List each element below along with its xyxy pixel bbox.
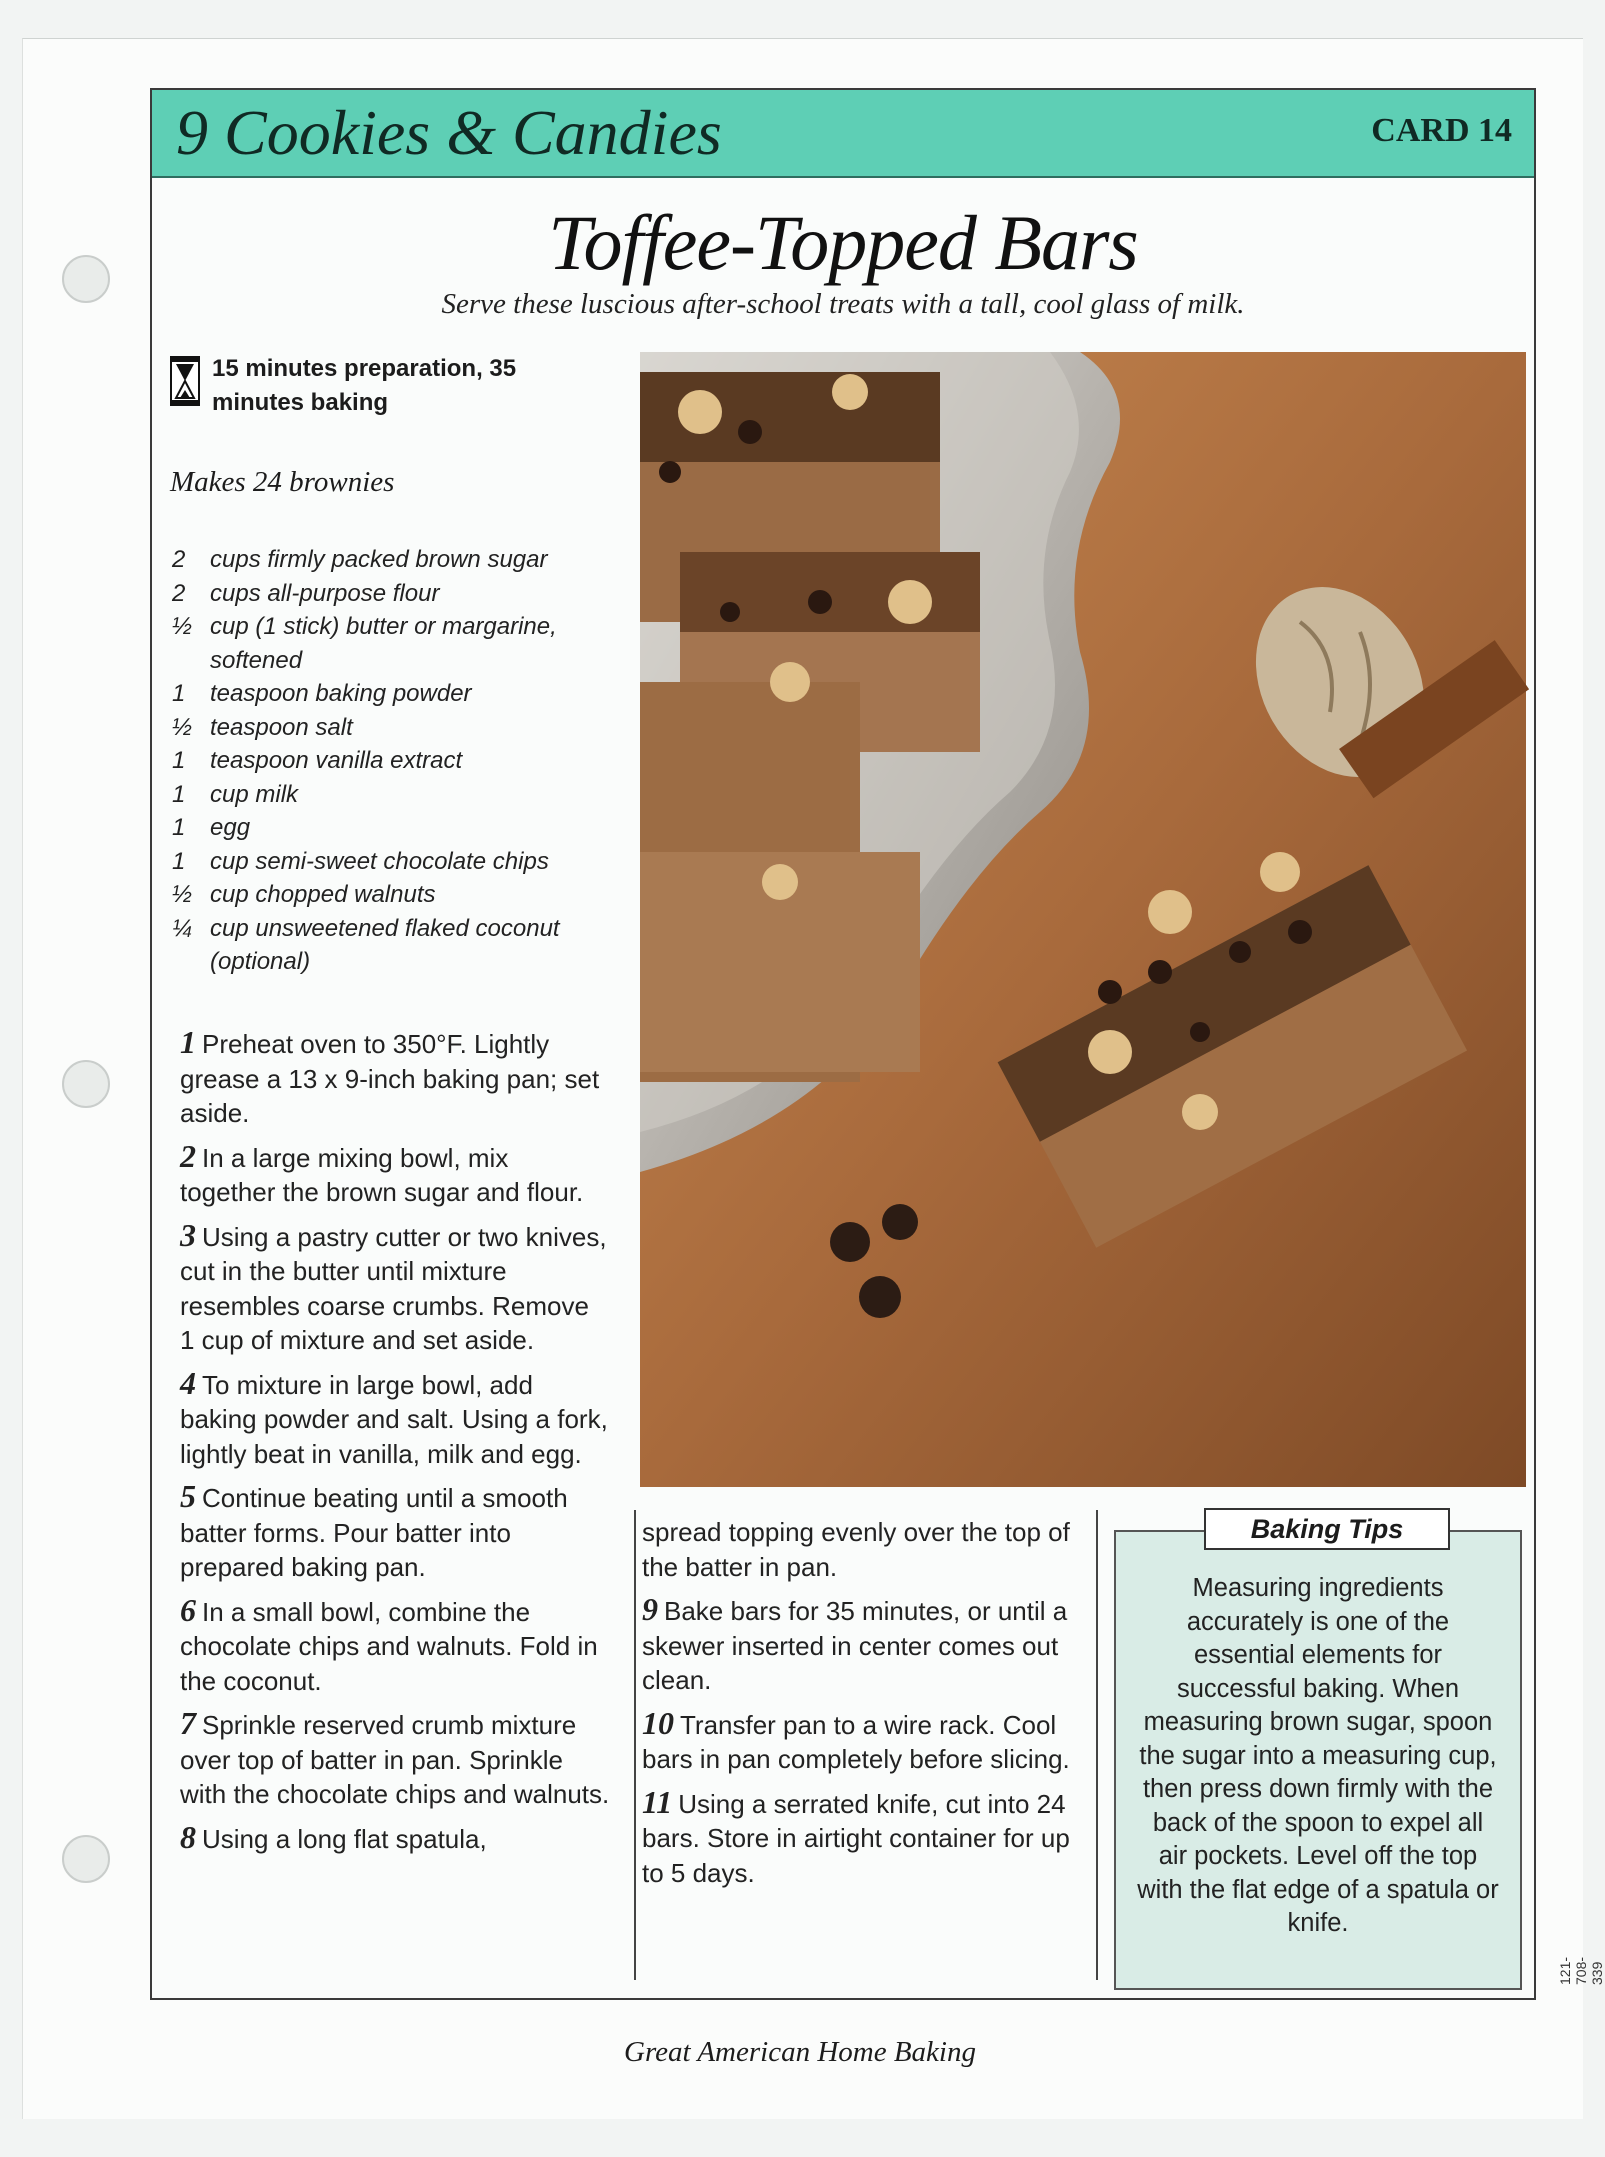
step: 11 Using a serrated knife, cut into 24 bars. Store in airtight container for up to 5 days. [642, 1783, 1070, 1888]
ingredient-item: ½ cup chopped walnuts [172, 881, 436, 908]
steps-column-1 [180, 1025, 610, 1864]
step: spread topping evenly over the top of the batter in pan. [642, 1517, 1070, 1582]
ingredient-list [170, 543, 630, 979]
category-title: 9 Cookies & Candies [176, 97, 722, 168]
ingredient-item: ½ cup (1 stick) butter or margarine, softened [172, 613, 557, 674]
recipe-photo [640, 352, 1526, 1487]
baking-tips-box [1114, 1514, 1522, 1990]
ingredient-item: 1 teaspoon baking powder [172, 680, 472, 707]
ingredient-item: ½ teaspoon salt [172, 713, 353, 741]
recipe-subtitle: Serve these luscious after-school treats with a tall, cool glass of milk. [441, 288, 1245, 320]
ingredient-item: 2 cups all-purpose flour [172, 579, 440, 607]
timer-info [170, 352, 630, 426]
footer-series-title: Great American Home Baking [624, 2036, 976, 2068]
column-divider [1096, 1510, 1098, 1980]
binder-hole [62, 1835, 110, 1883]
step: 9 Bake bars for 35 minutes, or until a skewer inserted in center comes out clean. [642, 1591, 1068, 1695]
step: 2 In a large mixing bowl, mix together the brown sugar and flour. [180, 1137, 584, 1207]
step: 6 In a small bowl, combine the chocolate chips and walnuts. Fold in the coconut. [180, 1591, 598, 1696]
recipe-card [150, 88, 1536, 2000]
card-code: 121-708-339 [1557, 1956, 1605, 1985]
step: 4 To mixture in large bowl, add baking powder and salt. Using a fork, lightly beat in vanilla, milk and egg. [180, 1364, 608, 1469]
ingredient-item: 1 teaspoon vanilla extract [172, 747, 463, 774]
ingredient-item: 1 cup semi-sweet chocolate chips [172, 847, 549, 875]
ingredient-item: 1 egg [172, 814, 251, 841]
ingredients-column [170, 352, 630, 995]
step: 5 Continue beating until a smooth batter forms. Pour batter into prepared baking pan. [180, 1478, 568, 1582]
baking-tips-text: Measuring ingredients accurately is one of the essential elements for successful baking. When measuring brown sugar, spoon the sugar into a measuring cup, then press down firmly with the back of the spoon to expel all air pockets. Level off the top with the flat edge of a spatula or knife. [1137, 1574, 1499, 1937]
step: 7 Sprinkle reserved crumb mixture over top of batter in pan. Sprinkle with the chocolate chips and walnuts. [180, 1705, 610, 1809]
steps-column-2 [642, 1515, 1082, 1898]
header-band [152, 90, 1534, 178]
ingredient-item: ¼ cup unsweetened flaked coconut (optional) [172, 914, 560, 975]
card-number: CARD 14 [1371, 112, 1512, 149]
binder-hole [62, 255, 110, 303]
step: 3 Using a pastry cutter or two knives, cut in the butter until mixture resembles coarse crumbs. Remove 1 cup of mixture and set aside. [180, 1216, 607, 1355]
toffee-bars-photo [640, 352, 1526, 1487]
baking-tips-title: Baking Tips [1204, 1508, 1450, 1550]
timer-text: 15 minutes preparation, 35 minutes baking [212, 355, 517, 416]
step: 1 Preheat oven to 350°F. Lightly grease a 13 x 9-inch baking pan; set aside. [180, 1024, 600, 1128]
step: 8 Using a long flat spatula, [180, 1818, 487, 1855]
recipe-title: Toffee-Topped Bars [548, 199, 1138, 286]
column-divider [634, 1510, 636, 1980]
hourglass-icon [170, 356, 200, 406]
ingredient-item: 1 cup milk [172, 780, 299, 808]
yield-text: Makes 24 brownies [170, 466, 395, 498]
binder-hole [62, 1060, 110, 1108]
ingredient-item: 2 cups firmly packed brown sugar [172, 546, 548, 573]
step: 10 Transfer pan to a wire rack. Cool bars in pan completely before slicing. [642, 1704, 1070, 1774]
